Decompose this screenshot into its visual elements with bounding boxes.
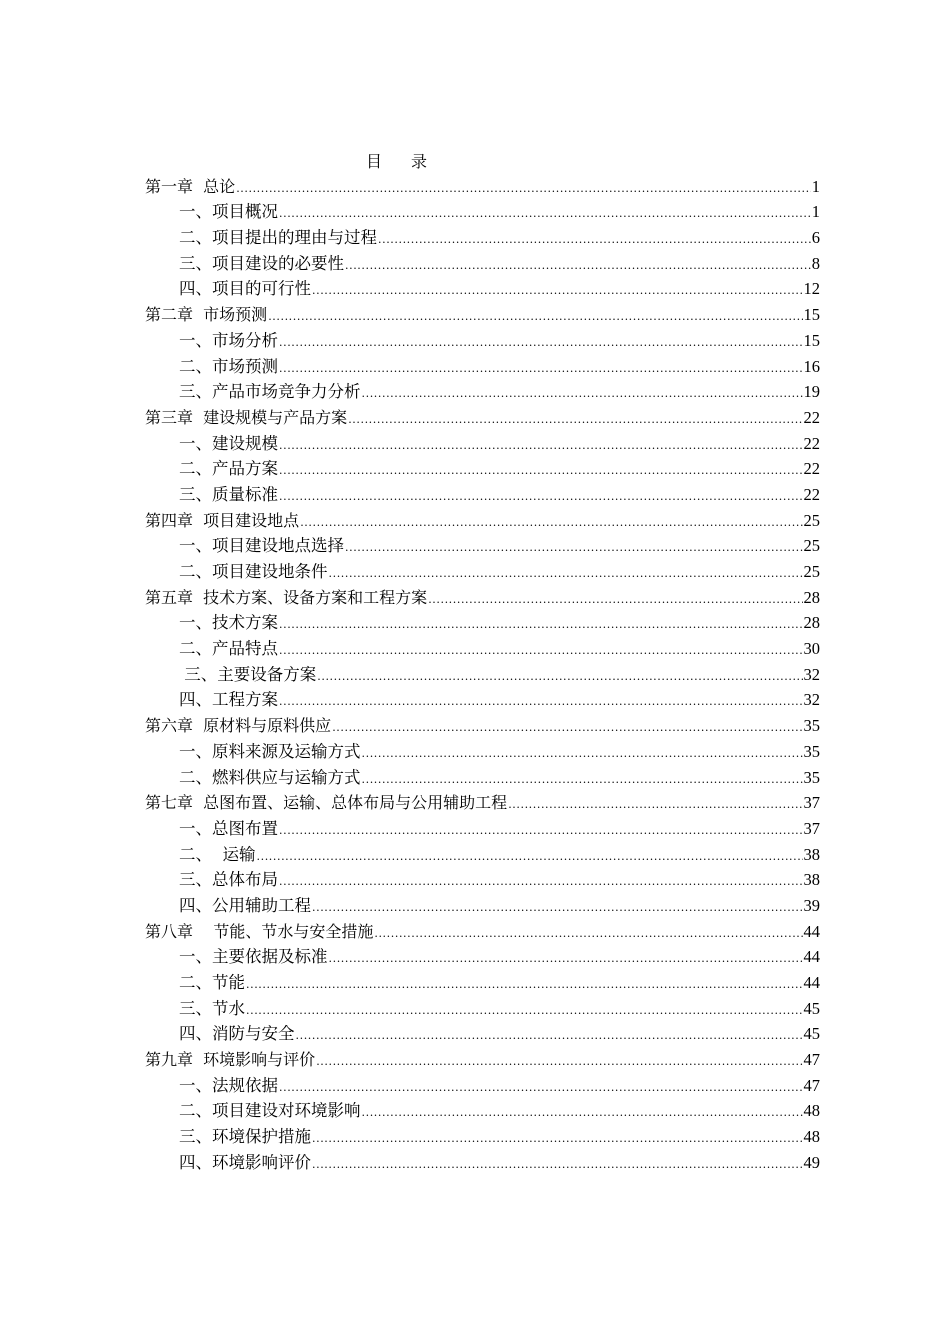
toc-entry-label: 一、市场分析 [179,330,278,350]
toc-section-entry[interactable] [145,636,820,662]
toc-dot-leader [279,1082,803,1094]
toc-section-entry[interactable] [145,431,820,457]
toc-dot-leader [279,619,803,631]
toc-section-entry[interactable] [145,970,820,996]
toc-dot-leader [279,208,811,220]
toc-page-number: 19 [803,382,820,402]
toc-chapter-entry[interactable] [145,919,820,945]
toc-entry-label: 第六章 原材料与原料供应 [145,716,332,736]
toc-entry-label: 一、技术方案 [179,613,278,633]
toc-dot-leader [362,774,803,786]
toc-page-number: 49 [803,1152,820,1172]
toc-dot-leader [279,337,803,349]
toc-entry-label: 一、法规依据 [179,1075,278,1095]
toc-dot-leader [296,1030,803,1042]
toc-entry-label: 第三章 建设规模与产品方案 [145,407,348,427]
toc-dot-leader [378,234,811,246]
toc-chapter-entry[interactable] [145,174,820,200]
toc-dot-leader [329,568,803,580]
toc-section-entry[interactable] [145,816,820,842]
toc-chapter-entry[interactable] [145,1047,820,1073]
toc-entry-label: 第五章 技术方案、设备方案和工程方案 [145,587,428,607]
toc-entry-label: 二、项目建设地条件 [179,562,328,581]
toc-dot-leader [312,902,803,914]
toc-section-entry[interactable] [145,1099,820,1125]
toc-entry-label: 三、项目建设的必要性 [179,253,344,273]
toc-page-number: 44 [803,921,820,941]
toc-entry-label: 四、消防与安全 [179,1024,295,1044]
toc-dot-leader [257,851,803,863]
toc-entry-label: 一、主要依据及标准 [179,947,328,967]
toc-entry-label: 三、节水 [179,998,245,1018]
toc-entry-label: 二、产品特点 [179,639,278,659]
toc-dot-leader [332,722,802,734]
toc-dot-leader [362,748,803,760]
toc-dot-leader [312,1159,803,1171]
toc-section-entry[interactable] [145,1022,820,1048]
toc-dot-leader [279,696,803,708]
toc-dot-leader [312,1133,803,1145]
toc-page-number: 37 [803,793,820,813]
toc-entry-label: 二、产品方案 [179,459,278,479]
toc-section-entry[interactable] [145,611,820,637]
toc-dot-leader [246,979,803,991]
toc-entry-label: 三、总体布局 [179,870,278,890]
toc-section-entry[interactable] [145,688,820,714]
toc-section-entry[interactable] [145,328,820,354]
toc-section-entry[interactable] [145,945,820,971]
toc-section-entry[interactable] [145,1124,820,1150]
toc-page-number: 25 [803,536,820,556]
toc-entry-label: 一、原料来源及运输方式 [179,741,361,761]
toc-section-entry[interactable] [145,457,820,483]
toc-dot-leader [348,414,802,426]
toc-page-number: 15 [803,330,820,350]
toc-entry-label: 四、工程方案 [179,690,278,710]
toc-dot-leader [279,825,803,837]
toc-page-number: 45 [803,1024,820,1044]
toc-section-entry[interactable] [145,380,820,406]
toc-page-number: 47 [803,1050,820,1070]
toc-entry-label: 三、环境保护措施 [179,1127,311,1147]
toc-entry-label: 四、环境影响评价 [179,1152,311,1172]
toc-dot-leader [374,928,802,940]
toc-entry-label: 一、总图布置 [179,818,278,838]
toc-entry-label: 二、市场预测 [179,356,278,376]
toc-page-number: 30 [803,639,820,659]
toc-entry-label: 第七章 总图布置、运输、总体布局与公用辅助工程 [145,793,508,813]
toc-dot-leader [279,363,803,375]
toc-entry-label: 二、项目提出的理由与过程 [179,228,377,248]
toc-dot-leader [428,594,802,606]
toc-section-entry[interactable] [145,996,820,1022]
toc-entry-label: 二、节能 [179,973,245,992]
toc-dot-leader [362,1107,803,1119]
toc-section-entry[interactable] [145,868,820,894]
toc-chapter-entry[interactable] [145,302,820,328]
toc-entry-label: 二、 运输 [179,844,256,864]
toc-entry-label: 一、建设规模 [179,433,278,453]
toc-page-number: 47 [803,1075,820,1095]
toc-entry-label: 二、燃料供应与运输方式 [179,767,361,787]
toc-section-entry[interactable] [145,1150,820,1176]
toc-entry-label: 三、主要设备方案 [179,664,317,684]
toc-page-number: 6 [811,228,820,248]
toc-entry-label: 一、项目建设地点选择 [179,536,344,556]
toc-dot-leader [345,542,803,554]
toc-page-number: 32 [803,664,820,684]
toc-dot-leader [312,285,803,297]
toc-dot-leader [345,260,811,272]
toc-section-entry[interactable] [145,534,820,560]
toc-page-number: 16 [803,356,820,376]
toc-dot-leader [279,491,803,503]
toc-section-entry[interactable] [145,200,820,226]
toc-dot-leader [236,183,811,195]
toc-dot-leader [279,876,803,888]
toc-page-number: 22 [803,407,820,427]
toc-page-number: 28 [803,587,820,607]
toc-chapter-entry[interactable] [145,405,820,431]
toc-dot-leader [316,1056,802,1068]
toc-page-number: 8 [811,253,820,273]
toc-page-number: 22 [803,433,820,453]
toc-entry-label: 第一章 总论 [145,176,236,196]
toc-page-number: 48 [803,1127,820,1147]
toc-entry-label: 三、质量标准 [179,484,278,504]
toc-chapter-entry[interactable] [145,713,820,739]
toc-section-entry[interactable] [145,225,820,251]
toc-section-entry[interactable] [145,842,820,868]
toc-entry-label: 第九章 环境影响与评价 [145,1050,316,1070]
toc-section-entry[interactable] [145,1073,820,1099]
toc-dot-leader [362,388,803,400]
toc-page-number: 32 [803,690,820,710]
toc-section-entry[interactable] [145,559,820,585]
toc-section-entry[interactable] [145,482,820,508]
toc-page-number: 37 [803,818,820,838]
toc-page-number: 25 [803,510,820,530]
toc-page-number: 35 [803,767,820,787]
toc-page-number: 35 [803,741,820,761]
toc-page-number: 45 [803,998,820,1018]
toc-section-entry[interactable] [145,765,820,791]
toc-page-number: 1 [811,176,820,196]
toc-dot-leader [300,517,802,529]
toc-page-number: 1 [811,202,820,222]
toc-section-entry[interactable] [145,354,820,380]
toc-chapter-entry[interactable] [145,508,820,534]
toc-section-entry[interactable] [145,893,820,919]
toc-entry-label: 第四章 项目建设地点 [145,510,300,530]
toc-page-number: 35 [803,716,820,736]
toc-dot-leader [279,440,803,452]
toc-section-entry[interactable] [145,251,820,277]
toc-entry-label: 三、产品市场竞争力分析 [179,382,361,402]
toc-dot-leader [279,465,803,477]
toc-page-number: 38 [803,844,820,864]
toc-entry-label: 二、项目建设对环境影响 [179,1101,361,1121]
toc-list [145,174,820,1176]
toc-page-number: 44 [803,947,820,967]
toc-dot-leader [508,799,802,811]
toc-page-number: 38 [803,870,820,890]
toc-title: 目 录 [365,152,440,171]
toc-section-entry[interactable] [145,277,820,303]
toc-dot-leader [317,671,802,683]
toc-entry-label: 第二章 市场预测 [145,305,268,325]
toc-entry-label: 四、项目的可行性 [179,279,311,299]
toc-dot-leader [246,1005,803,1017]
toc-page-number: 48 [803,1101,820,1121]
toc-page-number: 44 [803,973,820,992]
toc-page-number: 15 [803,305,820,325]
toc-entry-label: 第八章 节能、节水与安全措施 [145,921,374,941]
toc-dot-leader [268,311,802,323]
toc-section-entry[interactable] [145,662,820,688]
toc-page-number: 28 [803,613,820,633]
toc-page-number: 22 [803,459,820,479]
toc-page-number: 22 [803,484,820,504]
toc-chapter-entry[interactable] [145,585,820,611]
toc-dot-leader [279,645,803,657]
toc-page-number: 25 [803,562,820,581]
toc-page-number: 39 [803,895,820,915]
toc-page-number: 12 [803,279,820,299]
toc-chapter-entry[interactable] [145,791,820,817]
toc-section-entry[interactable] [145,739,820,765]
toc-dot-leader [329,953,803,965]
toc-entry-label: 一、项目概况 [179,202,278,222]
toc-entry-label: 四、公用辅助工程 [179,895,311,915]
